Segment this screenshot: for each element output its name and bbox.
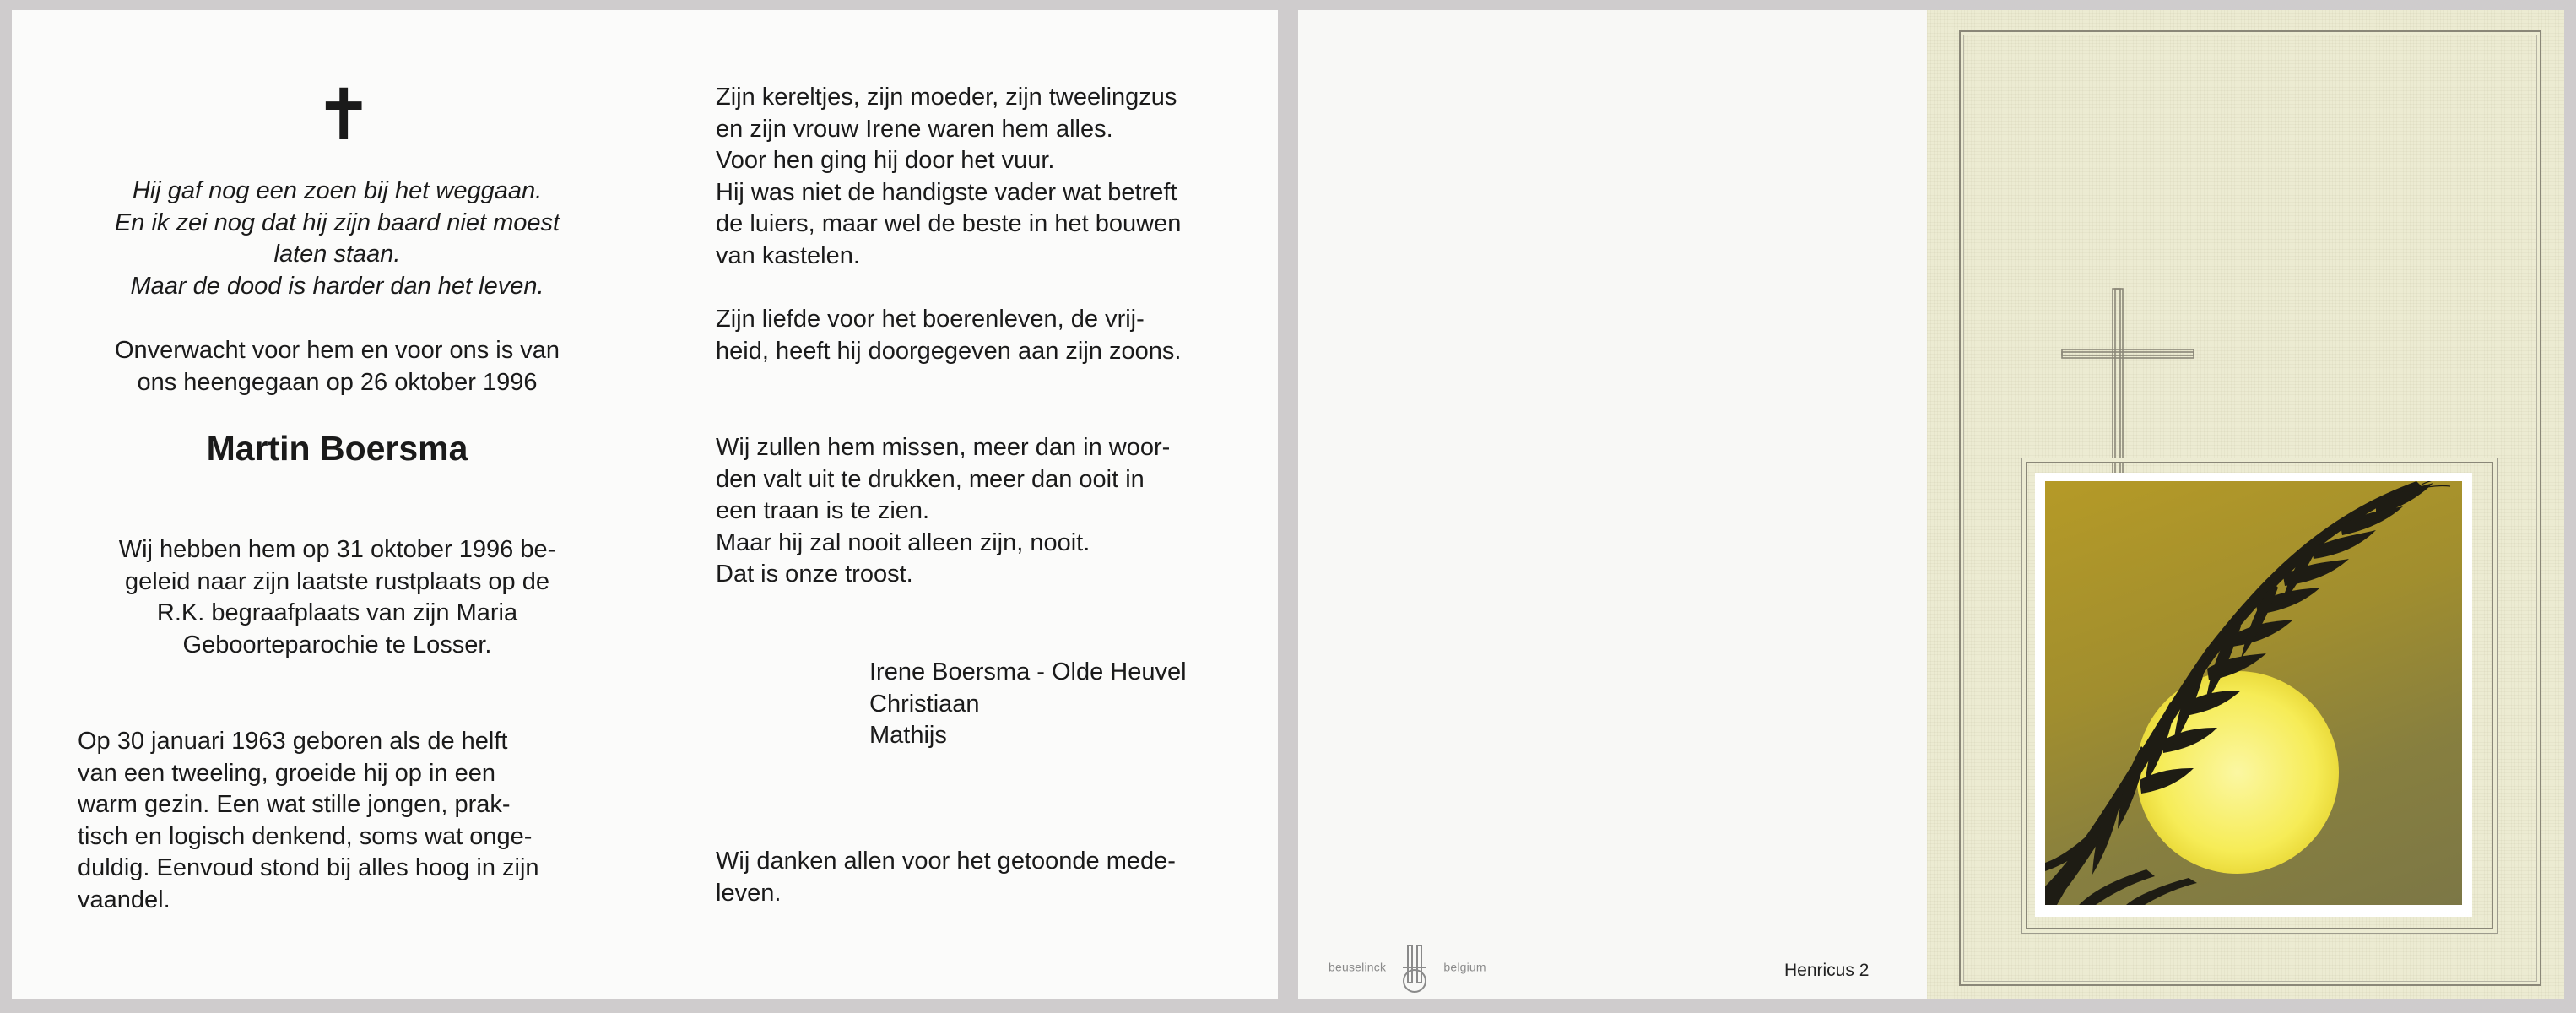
poem-line: Hij gaf nog een zoen bij het weggaan.	[132, 177, 543, 204]
publisher-logo	[1329, 942, 1486, 994]
deceased-name: Martin Boersma	[206, 429, 468, 468]
family-line: Zijn kereltjes, zijn moeder, zijn tweelingzus	[716, 84, 1177, 111]
sunset-grass-photo	[2045, 481, 2462, 905]
burial-line: Wij hebben hem op 31 oktober 1996 be-	[118, 536, 556, 563]
miss-line: een traan is te zien.	[716, 497, 930, 524]
farm-paragraph	[716, 304, 1236, 367]
family-line: Hij was niet de handigste vader wat betreft	[716, 178, 1177, 206]
poem	[78, 176, 597, 302]
cross-icon: ✝	[314, 73, 374, 156]
thanks-line: Wij danken allen voor het getoonde mede-	[716, 848, 1176, 875]
signature-line: Christiaan	[869, 690, 980, 718]
bio-line: duldig. Eenvoud stond bij alles hoog in zijn	[78, 854, 539, 881]
publisher-emblem-icon	[1391, 942, 1438, 994]
thanks-line: leven.	[716, 879, 782, 907]
signature-line: Irene Boersma - Olde Heuvel	[869, 658, 1187, 685]
announcement-line: ons heengegaan op 26 oktober 1996	[137, 368, 538, 396]
cover-cross-icon	[2052, 280, 2195, 474]
signatures	[869, 657, 1236, 752]
burial-line: Geboorteparochie te Losser.	[182, 631, 492, 658]
biography-paragraph	[78, 726, 597, 916]
grass-ear-silhouette	[2045, 481, 2462, 905]
logo-text-left: beuselinck	[1329, 960, 1387, 974]
family-line: de luiers, maar wel de beste in het bouwen	[716, 210, 1182, 237]
burial-line: geleid naar zijn laatste rustplaats op de	[125, 567, 549, 595]
poem-line: Maar de dood is harder dan het leven.	[130, 272, 544, 300]
family-paragraph	[716, 82, 1236, 272]
card-cover	[1927, 10, 2564, 999]
signature-line: Mathijs	[869, 722, 947, 749]
thanks-paragraph	[716, 846, 1236, 909]
bio-line: warm gezin. Een wat stille jongen, prak-	[78, 791, 511, 818]
miss-line: Dat is onze troost.	[716, 561, 913, 588]
logo-text-right: belgium	[1443, 960, 1486, 974]
inner-spread	[12, 10, 1278, 999]
card-model-label: Henricus 2	[1784, 961, 1870, 980]
bio-line: tisch en logisch denkend, soms wat onge-	[78, 822, 533, 850]
bio-line: Op 30 januari 1963 geboren als de helft	[78, 728, 508, 755]
family-line: van kastelen.	[716, 241, 860, 269]
farm-line: Zijn liefde voor het boerenleven, de vrij-	[716, 306, 1145, 333]
bio-line: van een tweeling, groeide hij op in een	[78, 759, 495, 787]
burial-paragraph	[78, 534, 597, 661]
miss-line: Wij zullen hem missen, meer dan in woor-	[716, 434, 1171, 461]
miss-paragraph	[716, 432, 1236, 591]
poem-line: En ik zei nog dat hij zijn baard niet moest	[114, 209, 560, 236]
farm-line: heid, heeft hij doorgegeven aan zijn zoons.	[716, 337, 1182, 365]
miss-line: den valt uit te drukken, meer dan ooit in	[716, 465, 1145, 493]
announcement-line: Onverwacht voor hem en voor ons is van	[114, 337, 560, 364]
family-line: en zijn vrouw Irene waren hem alles.	[716, 115, 1113, 143]
poem-line: laten staan.	[273, 241, 401, 268]
burial-line: R.K. begraafplaats van zijn Maria	[156, 599, 518, 626]
family-line: Voor hen ging hij door het vuur.	[716, 147, 1055, 174]
bio-line: vaandel.	[78, 886, 170, 913]
death-announcement	[78, 335, 597, 398]
miss-line: Maar hij zal nooit alleen zijn, nooit.	[716, 528, 1090, 556]
